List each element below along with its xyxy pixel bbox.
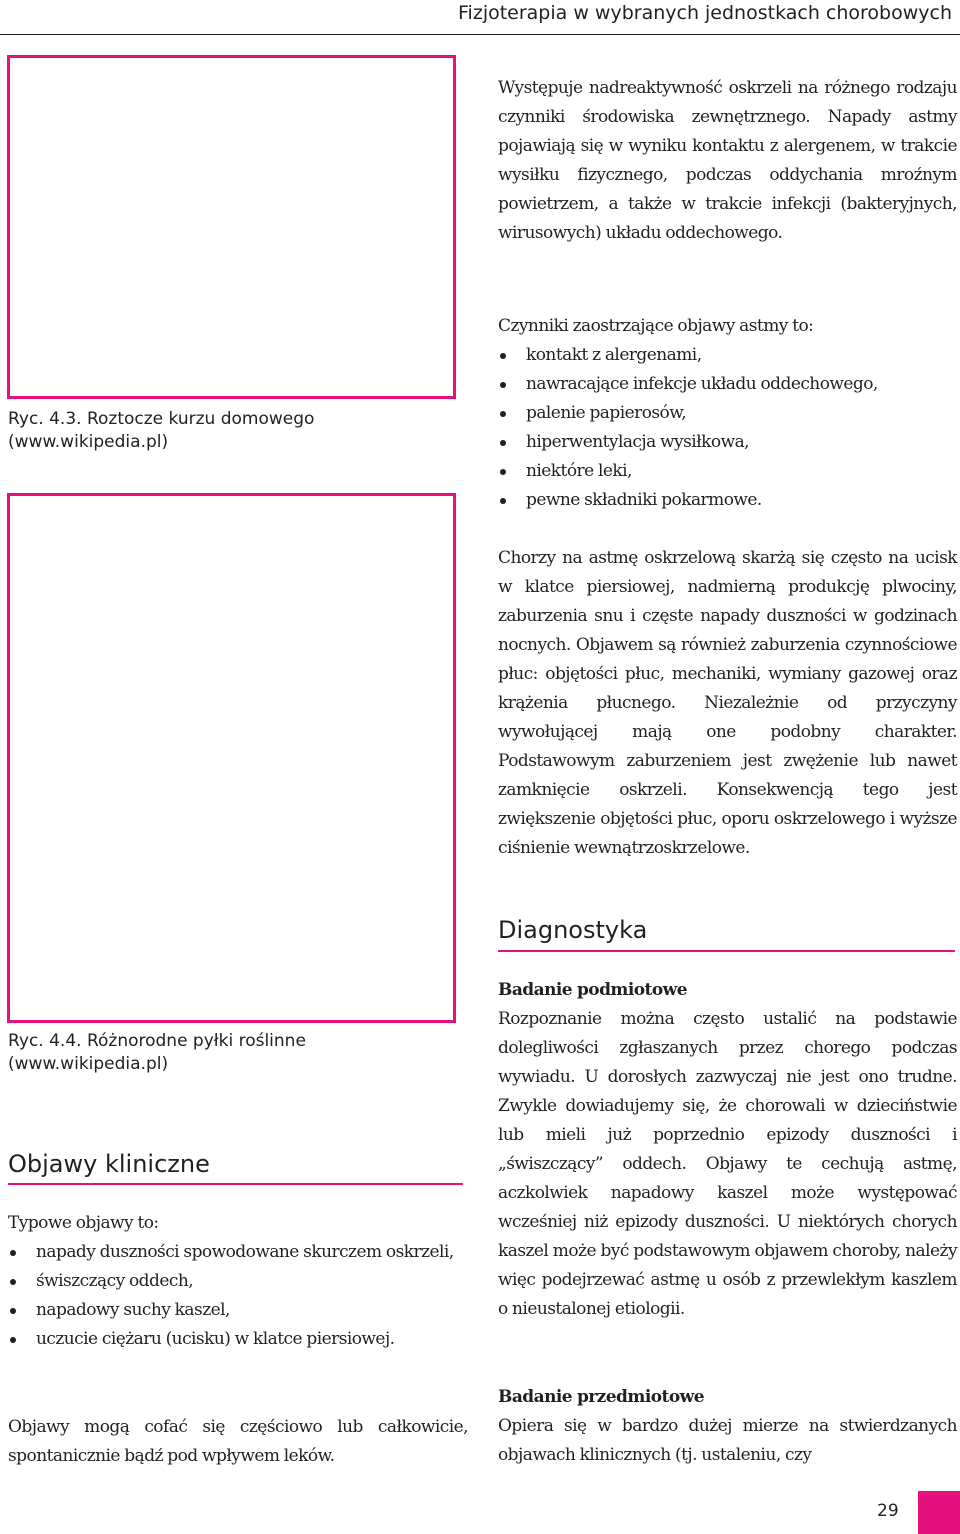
running-head: Fizjoterapia w wybranych jednostkach chorobowych	[458, 2, 952, 24]
typical-symptoms	[8, 1209, 468, 1354]
symptoms-description-paragraph: Chorzy na astmę oskrzelową skarżą się często na ucisk w klatce piersiowej, nadmierną produkcję plwociny, zaburzenia snu i częste napady duszności w godzinach nocnych. Objawem są również zaburzenia czynnościowe płuc: objętości płuc, mechaniki, wymiany gazowej oraz krążenia płucnego. Niezależnie od przyczyny wywołującej mają one podobny charakter. Podstawowym zaburzeniem jest zwężenie lub nawet zamknięcie oskrzeli. Konsekwencją tego jest zwiększenie objętości płuc, oporu oskrzelowego i wyższe ciśnienie wewnątrzoskrzelowe.	[498, 548, 957, 858]
diagnostics-rule	[498, 950, 955, 952]
figure-4-4-image	[7, 493, 456, 1023]
list-item: kontakt z alergenami,	[498, 341, 957, 370]
clinical-symptoms-rule	[8, 1183, 463, 1185]
clinical-symptoms-heading: Objawy kliniczne	[8, 1150, 210, 1178]
subjective-exam-heading: Badanie podmiotowe	[498, 980, 687, 1000]
list-item: palenie papierosów,	[498, 399, 957, 428]
page-marker-square	[918, 1491, 960, 1534]
list-item: pewne składniki pokarmowe.	[498, 486, 957, 515]
symptoms-list	[8, 1238, 468, 1354]
caption-line: Ryc. 4.3. Roztocze kurzu domowego	[8, 409, 315, 429]
list-item: napady duszności spowodowane skurczem oskrzeli,	[8, 1238, 468, 1267]
list-item: napadowy suchy kaszel,	[8, 1296, 468, 1325]
figure-4-4-caption	[8, 1030, 458, 1076]
list-item: hiperwentylacja wysiłkowa,	[498, 428, 957, 457]
symptoms-regression-paragraph: Objawy mogą cofać się częściowo lub całkowicie, spontanicznie bądź pod wpływem leków.	[8, 1417, 468, 1466]
caption-line: Ryc. 4.4. Różnorodne pyłki roślinne	[8, 1031, 306, 1051]
figure-4-3-image	[7, 55, 456, 399]
subjective-exam-section	[498, 976, 957, 1324]
caption-source: (www.wikipedia.pl)	[8, 1054, 169, 1074]
factors-heading: Czynniki zaostrzające objawy astmy to:	[498, 316, 814, 336]
intro-paragraph: Występuje nadreaktywność oskrzeli na różnego rodzaju czynniki środowiska zewnętrznego. Napady astmy pojawiają się w wyniku kontaktu z alergenem, w trakcie wysiłku fizycznego, podczas oddychania mroźnym powietrzem, a także w trakcie infekcji (bakteryjnych, wirusowych) układu oddechowego.	[498, 78, 957, 243]
factors-list	[498, 341, 957, 515]
page-number: 29	[877, 1501, 899, 1521]
figure-4-3-caption	[8, 408, 458, 454]
header-rule	[0, 34, 960, 35]
list-item: niektóre leki,	[498, 457, 957, 486]
objective-exam-heading: Badanie przedmiotowe	[498, 1387, 704, 1407]
objective-exam-section	[498, 1383, 957, 1470]
diagnostics-heading: Diagnostyka	[498, 916, 648, 944]
caption-source: (www.wikipedia.pl)	[8, 432, 169, 452]
subjective-exam-text: Rozpoznanie można często ustalić na podstawie dolegliwości zgłaszanych przez chorego podczas wywiadu. U dorosłych zazwyczaj nie jest ono trudne. Zwykle dowiadujemy się, że chorowali w dzieciństwie lub mieli już poprzednio epizody duszności i „świszczący” oddech. Objawy te cechują astmę, aczkolwiek napadowy kaszel może występować wcześniej niż epizody duszności. U niektórych chorych kaszel może być podstawowym objawem choroby, należy więc podejrzewać astmę u osób z przewlekłym kaszlem o nieustalonej etiologii.	[498, 1009, 957, 1319]
objective-exam-text: Opiera się w bardzo dużej mierze na stwierdzanych objawach klinicznych (tj. ustaleniu, czy	[498, 1416, 957, 1465]
list-item: nawracające infekcje układu oddechowego,	[498, 370, 957, 399]
aggravating-factors	[498, 312, 957, 515]
list-item: uczucie ciężaru (ucisku) w klatce piersiowej.	[8, 1325, 468, 1354]
list-item: świszczący oddech,	[8, 1267, 468, 1296]
typical-symptoms-heading: Typowe objawy to:	[8, 1213, 159, 1233]
